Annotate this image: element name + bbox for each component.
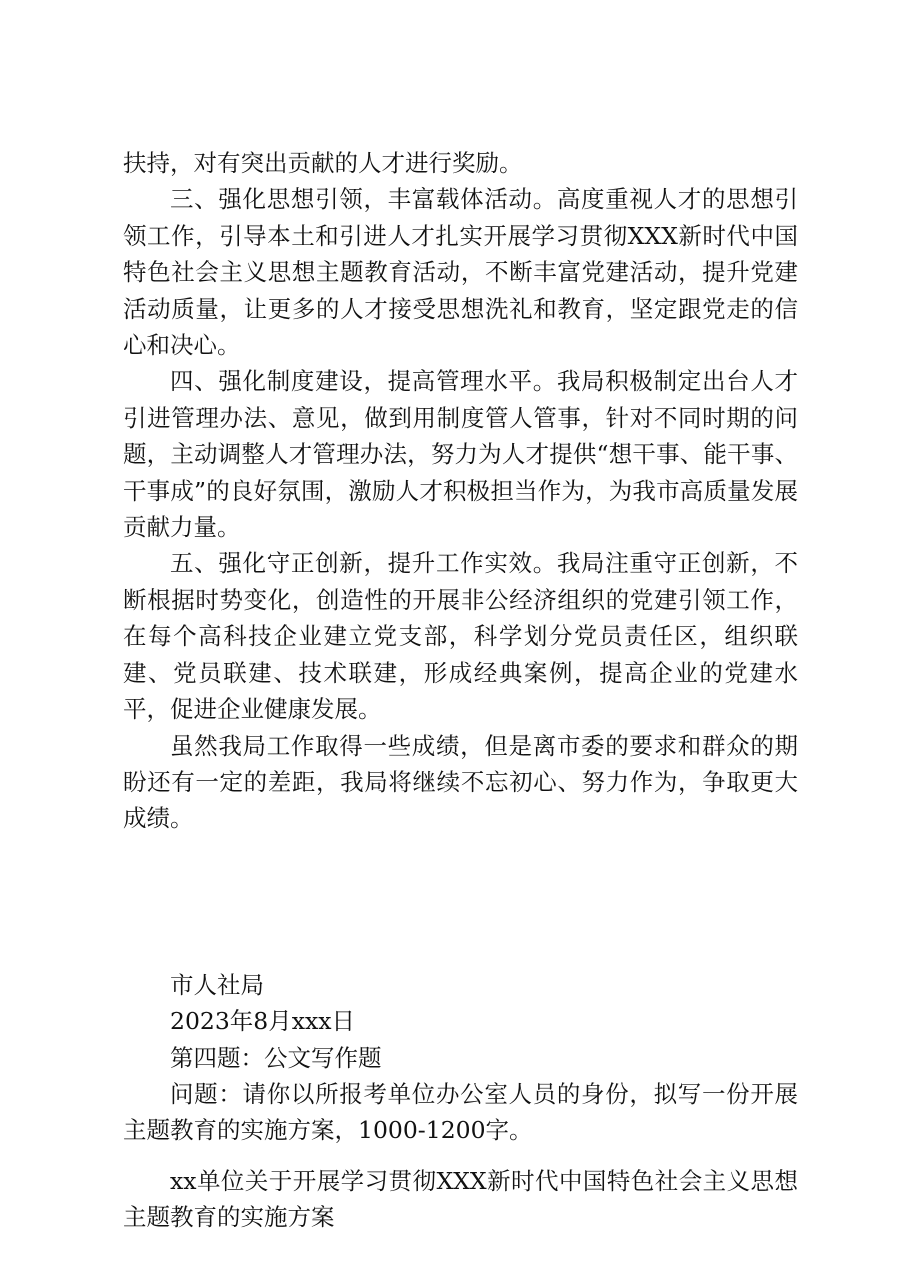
document-page — [123, 145, 798, 1236]
question-text: 问题：请你以所报考单位办公室人员的身份，拟写一份开展主题教育的实施方案，1000-1200字。 — [123, 1079, 798, 1145]
signature-date: 2023年8月xxx日 — [170, 1007, 356, 1036]
spacer — [123, 1149, 798, 1163]
signature-org: 市人社局 — [170, 970, 264, 999]
answer-title: xx单位关于开展学习贯彻XXX新时代中国特色社会主义思想主题教育的实施方案 — [123, 1166, 798, 1232]
paragraph-continuation: 扶持，对有突出贡献的人才进行奖励。 — [123, 149, 523, 177]
paragraph-point-three: 三、强化思想引领，丰富载体活动。高度重视人才的思想引领工作，引导本土和引进人才扎实开展学习贯彻XXX新时代中国特色社会主义思想主题教育活动，不断丰富党建活动，提升党建活动质量，让更多的人才接受思想洗礼和教育，坚定跟党走的信心和决心。 — [123, 185, 798, 360]
paragraph-point-five: 五、强化守正创新，提升工作实效。我局注重守正创新，不断根据时势变化，创造性的开展非公经济组织的党建引领工作，在每个高科技企业建立党支部，科学划分党员责任区，组织联建、党员联建、技术联建，形成经典案例，提高企业的党建水平，促进企业健康发展。 — [123, 549, 798, 724]
paragraph-point-four: 四、强化制度建设，提高管理水平。我局积极制定出台人才引进管理办法、意见，做到用制度管人管事，针对不同时期的问题，主动调整人才管理办法，努力为人才提供“想干事、能干事、干事成”的良好氛围，激励人才积极担当作为，为我市高质量发展贡献力量。 — [123, 367, 798, 542]
paragraph-conclusion: 虽然我局工作取得一些成绩，但是离市委的要求和群众的期盼还有一定的差距，我局将继续不忘初心、努力作为，争取更大成绩。 — [123, 731, 798, 833]
question-title: 第四题：公文写作题 — [170, 1043, 382, 1072]
spacer — [123, 837, 798, 967]
